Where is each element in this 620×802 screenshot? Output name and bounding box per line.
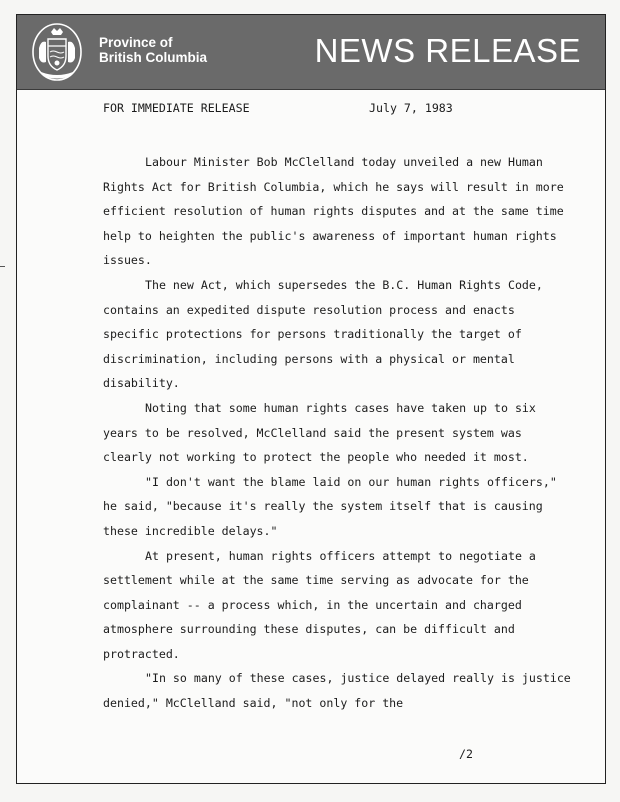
page-number: /2	[459, 747, 473, 761]
paragraph: The new Act, which supersedes the B.C. Human Rights Code, contains an expedited dispute resolution process and enacts specific protections for persons traditionally the target of discrimination, including persons with a physical or mental disability.	[103, 277, 543, 391]
article-body	[103, 150, 573, 716]
margin-mark	[0, 266, 5, 267]
paragraph: "In so many of these cases, justice delayed really is justice denied," McClelland said, "not only for the	[103, 671, 571, 711]
bc-coat-of-arms-icon	[31, 22, 83, 82]
release-status: FOR IMMEDIATE RELEASE	[103, 101, 250, 115]
news-release-page	[16, 14, 606, 784]
province-line-1: Province of	[99, 35, 173, 50]
province-name	[99, 35, 207, 65]
news-release-title: NEWS RELEASE	[314, 32, 581, 69]
dateline	[103, 101, 453, 115]
paragraph: "I don't want the blame laid on our human rights officers," he said, "because it's really the system itself that is causing these incredible delays."	[103, 474, 557, 538]
province-line-2: British Columbia	[99, 50, 208, 65]
paragraph: Labour Minister Bob McClelland today unveiled a new Human Rights Act for British Columbia, which he says will result in more efficient resolution of human rights disputes and at the same time help to heighten the public's awareness of important human rights issues.	[103, 155, 564, 268]
paragraph: At present, human rights officers attempt to negotiate a settlement while at the same time serving as advocate for the complainant -- a process which, in the uncertain and charged atmosphere surrounding these disputes, can be difficult and protracted.	[103, 548, 536, 661]
paragraph: Noting that some human rights cases have taken up to six years to be resolved, McClelland said the present system was clearly not working to protect the people who needed it most.	[103, 400, 536, 465]
header-bar	[17, 15, 605, 90]
release-date: July 7, 1983	[369, 101, 453, 115]
